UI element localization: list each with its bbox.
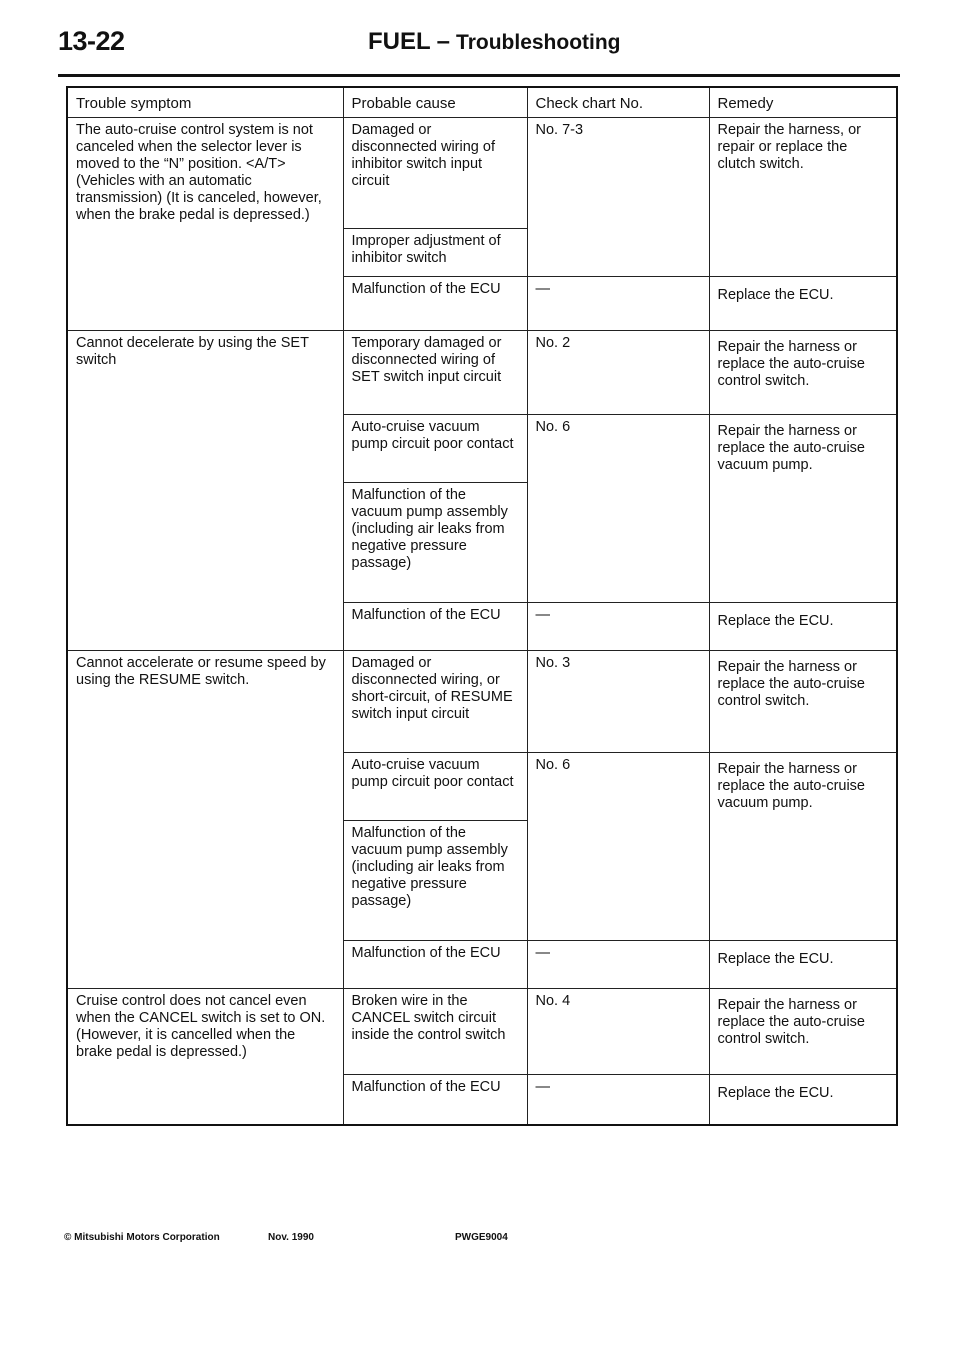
- symptom-cell: Cannot accelerate or resume speed by using the RESUME switch.: [67, 651, 343, 989]
- chart-cell: No. 6: [527, 415, 709, 603]
- section-title: [368, 28, 621, 56]
- remedy-cell: Repair the harness or replace the auto-cruise vacuum pump.: [709, 753, 897, 941]
- cause-cell: Malfunction of the vacuum pump assembly (including air leaks from negative pressure passage): [343, 821, 527, 941]
- chart-cell: —: [527, 603, 709, 651]
- cause-cell: Malfunction of the ECU: [343, 1075, 527, 1125]
- cause-cell: Auto-cruise vacuum pump circuit poor contact: [343, 753, 527, 821]
- chart-cell: —: [527, 941, 709, 989]
- cause-cell: Auto-cruise vacuum pump circuit poor contact: [343, 415, 527, 483]
- table-row: [67, 651, 897, 753]
- cause-cell: Improper adjustment of inhibitor switch: [343, 229, 527, 277]
- subsection-name: Troubleshooting: [456, 31, 621, 54]
- chart-cell: No. 3: [527, 651, 709, 753]
- cause-cell: Malfunction of the vacuum pump assembly (including air leaks from negative pressure passage): [343, 483, 527, 603]
- header-rule: [58, 74, 900, 77]
- table-row: [67, 118, 897, 229]
- cause-cell: Damaged or disconnected wiring of inhibitor switch input circuit: [343, 118, 527, 229]
- symptom-cell: The auto-cruise control system is not canceled when the selector lever is moved to the “N” position. <A/T> (Vehicles with an automatic transmission) (It is canceled, however, when the brake pedal is depressed.): [67, 118, 343, 331]
- table-row: [67, 331, 897, 415]
- remedy-cell: Replace the ECU.: [709, 941, 897, 989]
- table-row: [67, 989, 897, 1075]
- header-trouble-symptom: Trouble symptom: [67, 87, 343, 118]
- cause-cell: Malfunction of the ECU: [343, 603, 527, 651]
- remedy-cell: Replace the ECU.: [709, 1075, 897, 1125]
- chart-cell: No. 2: [527, 331, 709, 415]
- cause-cell: Broken wire in the CANCEL switch circuit inside the control switch: [343, 989, 527, 1075]
- remedy-cell: Repair the harness or replace the auto-cruise vacuum pump.: [709, 415, 897, 603]
- chart-cell: —: [527, 1075, 709, 1125]
- cause-cell: Damaged or disconnected wiring, or short-circuit, of RESUME switch input circuit: [343, 651, 527, 753]
- remedy-cell: Replace the ECU.: [709, 603, 897, 651]
- remedy-cell: Repair the harness or replace the auto-cruise control switch.: [709, 989, 897, 1075]
- remedy-cell: Repair the harness or replace the auto-cruise control switch.: [709, 331, 897, 415]
- footer-copyright: © Mitsubishi Motors Corporation: [64, 1232, 220, 1243]
- section-separator: –: [436, 28, 451, 55]
- remedy-cell: Repair the harness, or repair or replace the clutch switch.: [709, 118, 897, 277]
- troubleshooting-table: [66, 86, 898, 1126]
- header-probable-cause: Probable cause: [343, 87, 527, 118]
- section-name: FUEL: [368, 28, 431, 55]
- chart-cell: —: [527, 277, 709, 331]
- chart-cell: No. 4: [527, 989, 709, 1075]
- table-header-row: [67, 87, 897, 118]
- symptom-cell: Cruise control does not cancel even when the CANCEL switch is set to ON. (However, it is cancelled when the brake pedal is depressed.): [67, 989, 343, 1125]
- header-check-chart: Check chart No.: [527, 87, 709, 118]
- page-number: 13-22: [58, 26, 125, 56]
- chart-cell: No. 7-3: [527, 118, 709, 277]
- footer-date: Nov. 1990: [268, 1232, 314, 1243]
- cause-cell: Temporary damaged or disconnected wiring of SET switch input circuit: [343, 331, 527, 415]
- cause-cell: Malfunction of the ECU: [343, 941, 527, 989]
- header-remedy: Remedy: [709, 87, 897, 118]
- footer-doc-code: PWGE9004: [455, 1232, 508, 1243]
- cause-cell: Malfunction of the ECU: [343, 277, 527, 331]
- remedy-cell: Replace the ECU.: [709, 277, 897, 331]
- remedy-cell: Repair the harness or replace the auto-cruise control switch.: [709, 651, 897, 753]
- chart-cell: No. 6: [527, 753, 709, 941]
- symptom-cell: Cannot decelerate by using the SET switch: [67, 331, 343, 651]
